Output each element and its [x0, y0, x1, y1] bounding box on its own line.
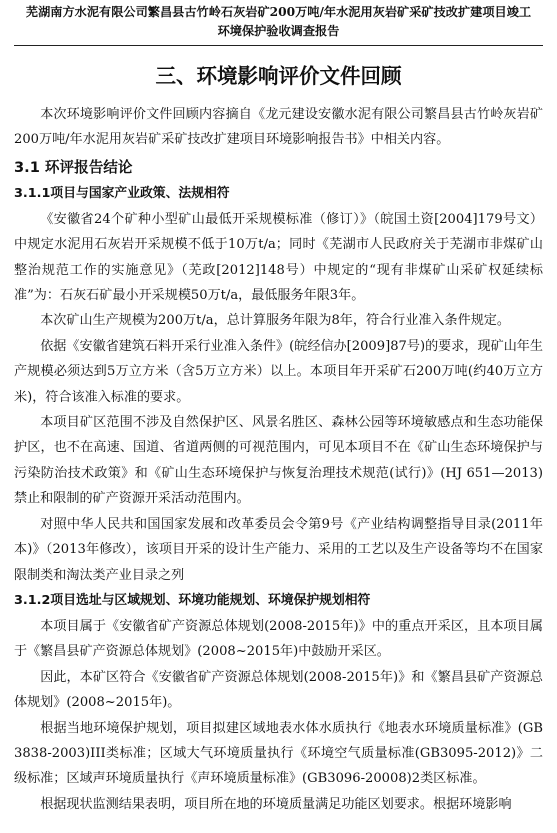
body-paragraph: 本项目属于《安徽省矿产资源总体规划(2008-2015年)》中的重点开采区，且本项目属于《繁昌县矿产资源总体规划》(2008~2015年)中鼓励开采区。 [14, 618, 543, 660]
intro-paragraph: 本次环境影响评价文件回顾内容摘自《龙元建设安徽水泥有限公司繁昌县古竹岭灰岩矿200万吨/年水泥用灰岩矿采矿技改扩建项目环境影响报告书》中相关内容。 [14, 107, 543, 148]
section-heading-3-1: 3.1 环评报告结论 [14, 158, 133, 176]
body-paragraph: 《安徽省24个矿种小型矿山最低开采规模标准（修订）》（皖国土资[2004]179号文）中规定水泥用石灰岩开采规模不低于10万t/a；同时《芜湖市人民政府关于芜湖市非煤矿山整治规范工作的实施意见》（芜政[2012]148号）中规定的“现有非煤矿山采矿权延续标准”为：石灰石矿最小开采规模50万t/a，最低服务年限3年。 [14, 211, 543, 304]
body-paragraph: 根据现状监测结果表明，项目所在地的环境质量满足功能区划要求。根据环境影响 [40, 796, 512, 812]
body-paragraph: 本项目矿区范围不涉及自然保护区、风景名胜区、森林公园等环境敏感点和生态功能保护区，也不在高速、国道、省道两侧的可视范围内，可见本项目不在《矿山生态环境保护与污染防治技术政策》和《矿山生态环境保护与恢复治理技术规范(试行)》(HJ 651—2013)禁止和限制的矿产资源开采活动范围内。 [14, 415, 543, 507]
body-paragraph: 对照中华人民共和国国家发展和改革委员会令第9号《产业结构调整指导目录(2011年本)》（2013年修改），该项目开采的设计生产能力、采用的工艺以及生产设备等均不在国家限制类和淘汰类产业目录之列 [14, 516, 543, 583]
body-paragraph: 因此，本矿区符合《安徽省矿产资源总体规划(2008-2015年)》和《繁昌县矿产资源总体规划》(2008~2015年)。 [14, 669, 543, 711]
running-header: 芜湖南方水泥有限公司繁昌县古竹岭石灰岩矿200万吨/年水泥用灰岩矿采矿技改扩建项目竣工环境保护验收调查报告 [14, 0, 543, 46]
body-paragraph: 根据当地环境保护规划，项目拟建区域地表水体水质执行《地表水环境质量标准》(GB3838-2003)III类标准；区域大气环境质量执行《环境空气质量标准(GB3095-2012)》二级标准；区域声环境质量执行《声环境质量标准》(GB3096-20008)2类区标准。 [14, 720, 543, 787]
subsection-heading-3-1-1: 3.1.1项目与国家产业政策、法规相符 [14, 185, 230, 201]
chapter-title: 三、环境影响评价文件回顾 [155, 64, 402, 88]
body-paragraph: 依据《安徽省建筑石料开采行业准入条件》(皖经信办[2009]87号)的要求，现矿山年生产规模必须达到5万立方米（含5万立方米）以上。本项目年开采矿石200万吨(约40万立方米)，符合该准入标准的要求。 [14, 338, 543, 405]
subsection-heading-3-1-2: 3.1.2项目选址与区域规划、环境功能规划、环境保护规划相符 [14, 592, 371, 608]
body-paragraph: 本次矿山生产规模为200万t/a，总计算服务年限为8年，符合行业准入条件规定。 [40, 313, 510, 329]
